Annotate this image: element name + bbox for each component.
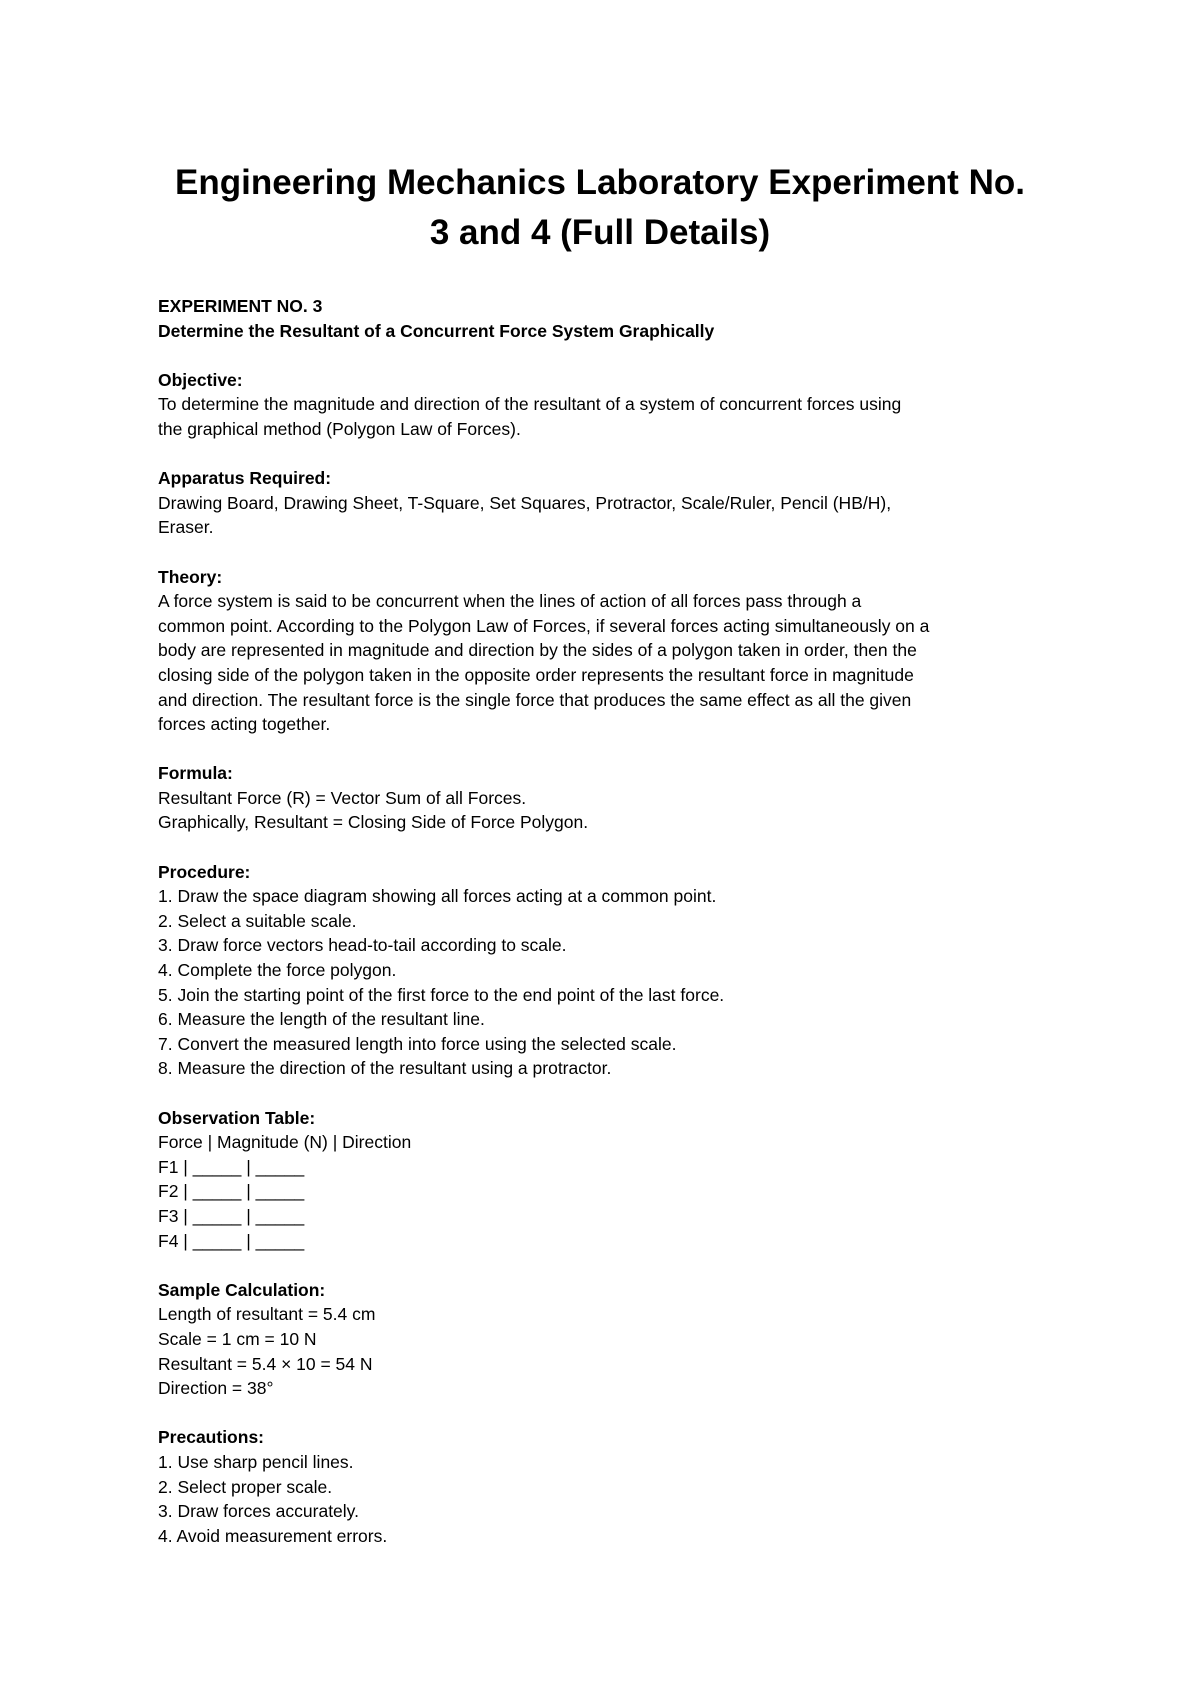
body-line: Drawing Board, Drawing Sheet, T-Square, Set Squares, Protractor, Scale/Ruler, Pencil (HB/H),	[158, 492, 892, 513]
section-heading-precautions: Precautions:	[158, 1427, 264, 1448]
procedure-step: 3. Draw force vectors head-to-tail according to scale.	[158, 935, 567, 956]
precaution-item: 2. Select proper scale.	[158, 1476, 333, 1497]
observation-row: F3 | _____ | _____	[158, 1205, 305, 1226]
observation-row: F1 | _____ | _____	[158, 1156, 305, 1177]
procedure-step: 6. Measure the length of the resultant line.	[158, 1009, 485, 1030]
title-line-1: Engineering Mechanics Laboratory Experiment No.	[175, 163, 1025, 202]
calculation-line: Direction = 38°	[158, 1378, 274, 1399]
procedure-step: 7. Convert the measured length into force using the selected scale.	[158, 1033, 677, 1054]
procedure-step: 8. Measure the direction of the resultant using a protractor.	[158, 1058, 612, 1079]
section-objective	[158, 368, 1078, 442]
experiment-heading: EXPERIMENT NO. 3	[158, 296, 323, 316]
observation-row: F4 | _____ | _____	[158, 1230, 305, 1251]
precaution-item: 4. Avoid measurement errors.	[158, 1525, 388, 1546]
body-line: Graphically, Resultant = Closing Side of Force Polygon.	[158, 812, 589, 833]
section-procedure	[158, 860, 1078, 1081]
observation-row: F2 | _____ | _____	[158, 1181, 305, 1202]
body-line: Resultant Force (R) = Vector Sum of all Forces.	[158, 787, 527, 808]
precaution-item: 3. Draw forces accurately.	[158, 1501, 359, 1522]
precaution-item: 1. Use sharp pencil lines.	[158, 1451, 354, 1472]
body-line: and direction. The resultant force is the single force that produces the same effect as all the given	[158, 689, 912, 710]
body-line: common point. According to the Polygon Law of Forces, if several forces acting simultaneously on a	[158, 615, 930, 636]
section-heading-sample: Sample Calculation:	[158, 1279, 326, 1300]
experiment-subtitle: Determine the Resultant of a Concurrent Force System Graphically	[158, 320, 715, 341]
body-line: Eraser.	[158, 517, 214, 538]
calculation-line: Resultant = 5.4 × 10 = 54 N	[158, 1353, 373, 1374]
body-line: the graphical method (Polygon Law of Forces).	[158, 418, 521, 439]
section-formula	[158, 761, 1078, 835]
section-theory	[158, 565, 1078, 737]
procedure-step: 5. Join the starting point of the first force to the end point of the last force.	[158, 984, 725, 1005]
section-sample-calculation	[158, 1278, 1078, 1401]
document-title	[100, 158, 1100, 258]
body-line: To determine the magnitude and direction of the resultant of a system of concurrent forces using	[158, 394, 902, 415]
procedure-step: 2. Select a suitable scale.	[158, 910, 357, 931]
procedure-step: 4. Complete the force polygon.	[158, 960, 397, 981]
section-heading-objective: Objective:	[158, 369, 243, 390]
section-heading-observation: Observation Table:	[158, 1107, 316, 1128]
body-line: closing side of the polygon taken in the opposite order represents the resultant force in magnitude	[158, 664, 914, 685]
document-body	[158, 294, 1078, 1548]
section-precautions	[158, 1425, 1078, 1548]
body-line: forces acting together.	[158, 714, 331, 735]
body-line: body are represented in magnitude and direction by the sides of a polygon taken in order, then the	[158, 640, 917, 661]
calculation-line: Scale = 1 cm = 10 N	[158, 1328, 317, 1349]
section-heading-theory: Theory:	[158, 566, 223, 587]
section-observation-table	[158, 1106, 1078, 1254]
calculation-line: Length of resultant = 5.4 cm	[158, 1304, 376, 1325]
section-heading-apparatus: Apparatus Required:	[158, 468, 332, 489]
section-heading-formula: Formula:	[158, 763, 233, 784]
section-apparatus	[158, 466, 1078, 540]
section-heading-procedure: Procedure:	[158, 861, 251, 882]
observation-header-row: Force | Magnitude (N) | Direction	[158, 1132, 412, 1153]
body-line: A force system is said to be concurrent when the lines of action of all forces pass through a	[158, 591, 862, 612]
procedure-step: 1. Draw the space diagram showing all forces acting at a common point.	[158, 886, 717, 907]
title-line-2: 3 and 4 (Full Details)	[429, 213, 771, 252]
